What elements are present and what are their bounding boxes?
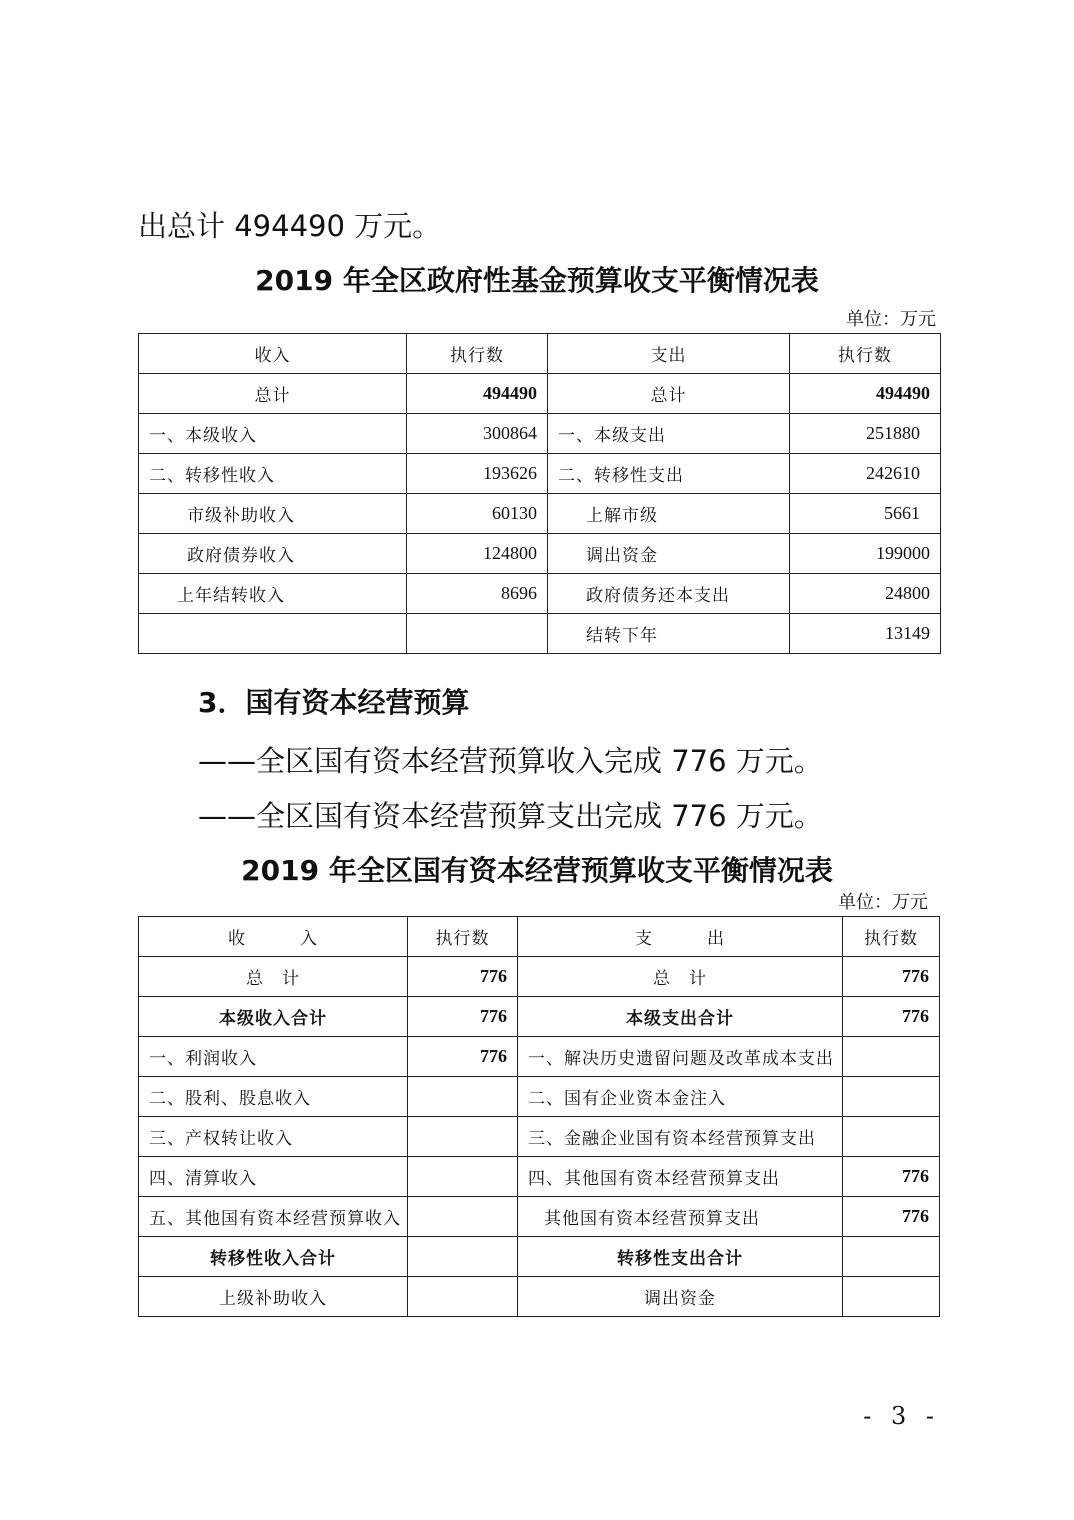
section3-expense-line: ——全区国有资本经营预算支出完成 776 万元。 — [198, 799, 823, 833]
expense-item: 调出资金 — [548, 534, 790, 574]
table2-unit: 单位：万元 — [838, 892, 928, 913]
expense-value — [843, 1037, 940, 1077]
expense-item: 其他国有资本经营预算支出 — [518, 1197, 843, 1237]
transfer-expense-value — [843, 1237, 940, 1277]
income-item: 上级补助收入 — [139, 1277, 408, 1317]
header-cell: 支出 — [548, 334, 790, 374]
income-item: 上年结转收入 — [139, 574, 407, 614]
section3-income-line: ——全区国有资本经营预算收入完成 776 万元。 — [198, 744, 823, 778]
expense-value — [843, 1277, 940, 1317]
subtotal-value: 776 — [408, 997, 518, 1037]
transfer-income-label: 转移性收入合计 — [139, 1237, 408, 1277]
table-row — [139, 494, 941, 534]
income-item: 二、转移性收入 — [139, 454, 407, 494]
income-item: 四、清算收入 — [139, 1157, 408, 1197]
table-header-row — [139, 917, 940, 957]
income-value — [408, 1277, 518, 1317]
income-item: 二、股利、股息收入 — [139, 1077, 408, 1117]
income-item: 市级补助收入 — [139, 494, 407, 534]
income-value: 776 — [408, 1037, 518, 1077]
total-label: 总 计 — [518, 957, 843, 997]
header-cell: 执行数 — [408, 917, 518, 957]
income-value — [408, 1117, 518, 1157]
income-value: 124800 — [407, 534, 548, 574]
transfer-subtotal-row — [139, 1237, 940, 1277]
total-label: 总计 — [548, 374, 790, 414]
income-item: 一、利润收入 — [139, 1037, 408, 1077]
subtotal-row — [139, 997, 940, 1037]
subtotal-label: 本级支出合计 — [518, 997, 843, 1037]
table-row — [139, 534, 941, 574]
income-value — [408, 1077, 518, 1117]
income-item: 一、本级收入 — [139, 414, 407, 454]
expense-item: 二、国有企业资本金注入 — [518, 1077, 843, 1117]
table-row — [139, 414, 941, 454]
income-value: 60130 — [407, 494, 548, 534]
table-row — [139, 614, 941, 654]
table-row — [139, 1197, 940, 1237]
expense-value: 24800 — [790, 574, 941, 614]
intro-text: 出总计 494490 万元。 — [138, 209, 442, 243]
table-row — [139, 1077, 940, 1117]
header-cell: 执行数 — [790, 334, 941, 374]
header-cell: 执行数 — [407, 334, 548, 374]
expense-value — [843, 1117, 940, 1157]
expense-value: 251880 — [790, 414, 941, 454]
transfer-income-value — [408, 1237, 518, 1277]
transfer-expense-label: 转移性支出合计 — [518, 1237, 843, 1277]
table2-state-capital-budget — [138, 916, 940, 1317]
income-item: 五、其他国有资本经营预算收入 — [139, 1197, 408, 1237]
expense-item: 二、转移性支出 — [548, 454, 790, 494]
table-row — [139, 574, 941, 614]
table1-title: 2019 年全区政府性基金预算收支平衡情况表 — [255, 264, 819, 297]
table-row — [139, 1157, 940, 1197]
subtotal-value: 776 — [843, 997, 940, 1037]
page-number: - 3 - — [863, 1402, 940, 1430]
section3-heading: 3．国有资本经营预算 — [198, 686, 470, 719]
total-value: 494490 — [790, 374, 941, 414]
total-label: 总 计 — [139, 957, 408, 997]
table-row — [139, 1277, 940, 1317]
income-value — [408, 1157, 518, 1197]
expense-item: 上解市级 — [548, 494, 790, 534]
expense-item: 三、金融企业国有资本经营预算支出 — [518, 1117, 843, 1157]
income-value: 193626 — [407, 454, 548, 494]
expense-item: 四、其他国有资本经营预算支出 — [518, 1157, 843, 1197]
income-value — [408, 1197, 518, 1237]
income-value: 300864 — [407, 414, 548, 454]
expense-item: 政府债务还本支出 — [548, 574, 790, 614]
table1-unit: 单位：万元 — [846, 309, 936, 330]
expense-item: 一、本级支出 — [548, 414, 790, 454]
expense-value: 242610 — [790, 454, 941, 494]
table-row — [139, 1117, 940, 1157]
expense-value: 13149 — [790, 614, 941, 654]
total-row — [139, 374, 941, 414]
expense-value — [843, 1077, 940, 1117]
table-row — [139, 1037, 940, 1077]
header-cell: 支 出 — [518, 917, 843, 957]
total-value: 776 — [408, 957, 518, 997]
subtotal-label: 本级收入合计 — [139, 997, 408, 1037]
table-header-row — [139, 334, 941, 374]
expense-item: 调出资金 — [518, 1277, 843, 1317]
table-row — [139, 454, 941, 494]
table1-fund-budget — [138, 333, 941, 654]
income-item: 政府债券收入 — [139, 534, 407, 574]
income-value: 8696 — [407, 574, 548, 614]
expense-value: 199000 — [790, 534, 941, 574]
income-value — [407, 614, 548, 654]
expense-value: 5661 — [790, 494, 941, 534]
header-cell: 收 入 — [139, 917, 408, 957]
header-cell: 执行数 — [843, 917, 940, 957]
total-label: 总计 — [139, 374, 407, 414]
total-row — [139, 957, 940, 997]
income-item: 三、产权转让收入 — [139, 1117, 408, 1157]
expense-value: 776 — [843, 1197, 940, 1237]
table2-title: 2019 年全区国有资本经营预算收支平衡情况表 — [241, 854, 833, 887]
header-cell: 收入 — [139, 334, 407, 374]
expense-item: 结转下年 — [548, 614, 790, 654]
expense-value: 776 — [843, 1157, 940, 1197]
total-value: 776 — [843, 957, 940, 997]
expense-item: 一、解决历史遗留问题及改革成本支出 — [518, 1037, 843, 1077]
total-value: 494490 — [407, 374, 548, 414]
income-item — [139, 614, 407, 654]
